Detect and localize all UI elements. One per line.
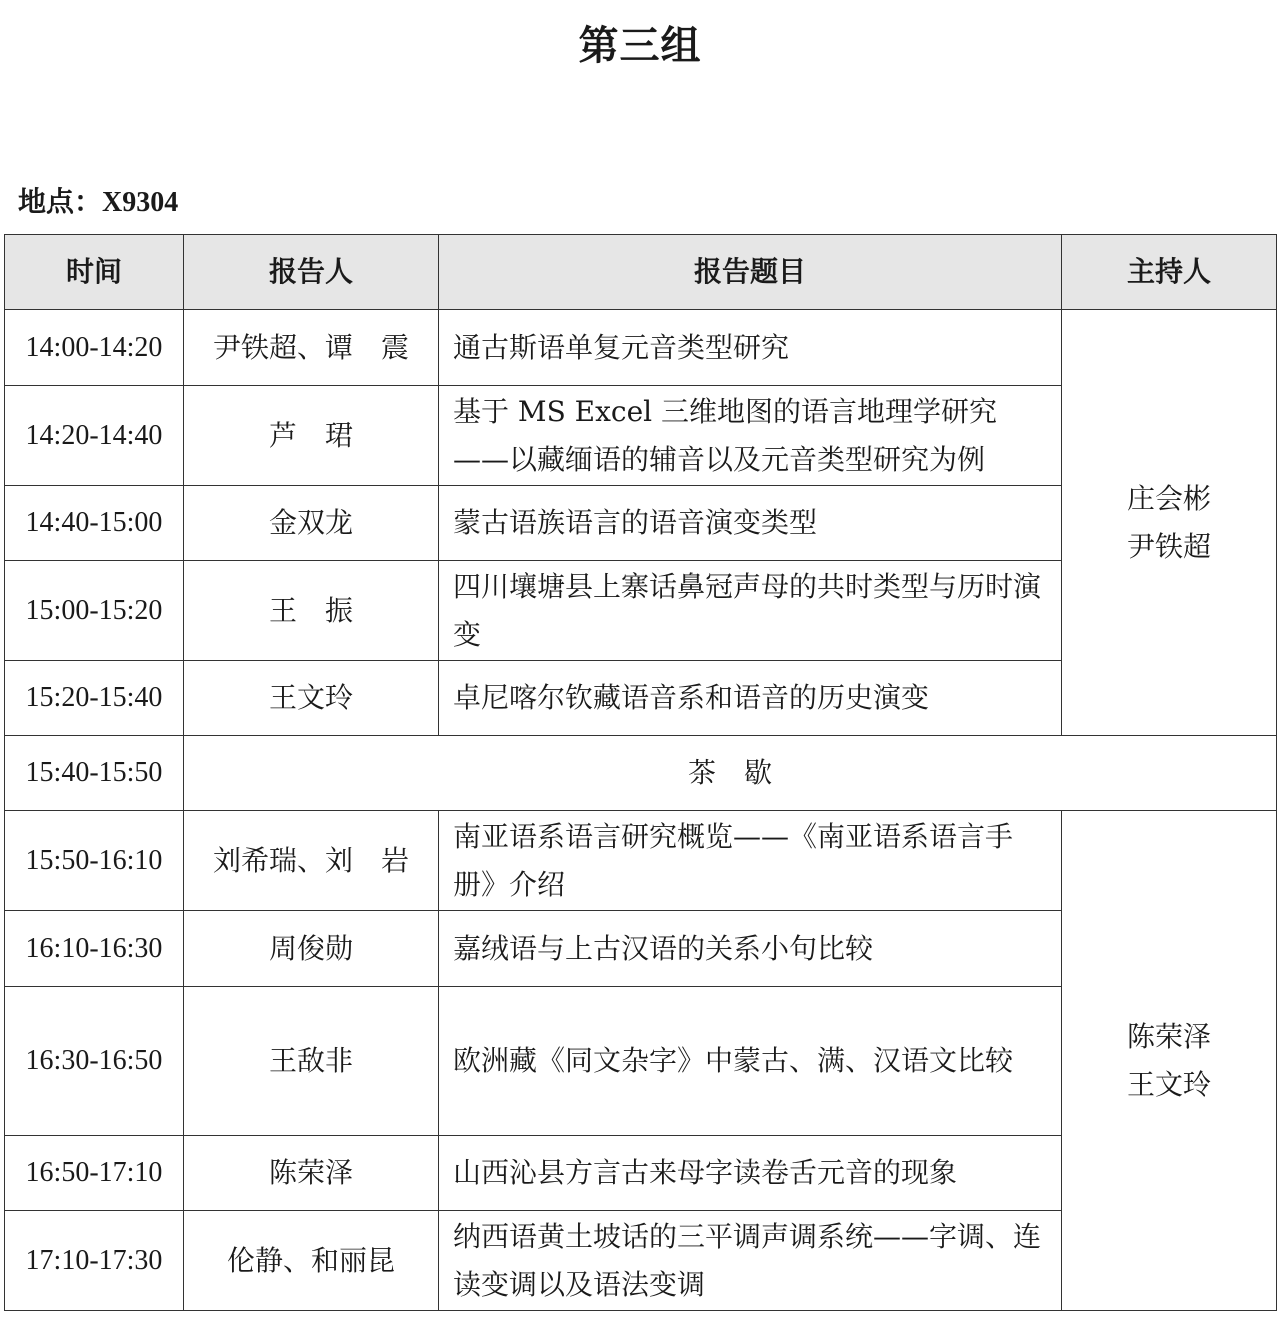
topic-cell: 南亚语系语言研究概览——《南亚语系语言手册》介绍: [439, 811, 1062, 911]
speaker-cell: 王 振: [184, 561, 439, 661]
tea-break-label: 茶 歇: [184, 736, 1277, 811]
speaker-cell: 芦 珺: [184, 386, 439, 486]
break-row: [5, 736, 1277, 811]
schedule-table: [4, 234, 1277, 1311]
speaker-cell: 伦静、和丽昆: [184, 1211, 439, 1311]
topic-cell: 山西沁县方言古来母字读卷舌元音的现象: [439, 1136, 1062, 1211]
time-cell: 14:00-14:20: [5, 310, 184, 386]
time-cell: 15:20-15:40: [5, 661, 184, 736]
topic-cell: 欧洲藏《同文杂字》中蒙古、满、汉语文比较: [439, 987, 1062, 1136]
time-cell: 16:50-17:10: [5, 1136, 184, 1211]
header-speaker: 报告人: [184, 235, 439, 310]
time-cell: 15:50-16:10: [5, 811, 184, 911]
topic-cell: 通古斯语单复元音类型研究: [439, 310, 1062, 386]
host-cell: [1062, 310, 1277, 736]
time-cell: 16:10-16:30: [5, 911, 184, 987]
host-name: 王文玲: [1126, 1067, 1211, 1101]
host-cell: [1062, 811, 1277, 1311]
time-cell: 14:20-14:40: [5, 386, 184, 486]
page-title: 第三组: [578, 23, 702, 69]
table-row: [5, 310, 1277, 386]
time-cell: 15:00-15:20: [5, 561, 184, 661]
time-cell: 14:40-15:00: [5, 486, 184, 561]
topic-cell: 基于 MS Excel 三维地图的语言地理学研究——以藏缅语的辅音以及元音类型研究为例: [439, 386, 1062, 486]
host-name: 庄会彬: [1126, 481, 1211, 515]
table-header-row: [5, 235, 1277, 310]
host-name: 陈荣泽: [1126, 1019, 1211, 1053]
header-topic: 报告题目: [439, 235, 1062, 310]
header-host: 主持人: [1062, 235, 1277, 310]
time-cell: 16:30-16:50: [5, 987, 184, 1136]
time-cell: 17:10-17:30: [5, 1211, 184, 1311]
topic-cell: 卓尼喀尔钦藏语音系和语音的历史演变: [439, 661, 1062, 736]
speaker-cell: 尹铁超、谭 震: [184, 310, 439, 386]
location-value: X9304: [102, 187, 179, 218]
topic-cell: 纳西语黄土坡话的三平调声调系统——字调、连读变调以及语法变调: [439, 1211, 1062, 1311]
speaker-cell: 王敌非: [184, 987, 439, 1136]
speaker-cell: 陈荣泽: [184, 1136, 439, 1211]
speaker-cell: 金双龙: [184, 486, 439, 561]
location-label: 地点：: [18, 185, 103, 218]
topic-cell: 嘉绒语与上古汉语的关系小句比较: [439, 911, 1062, 987]
speaker-cell: 王文玲: [184, 661, 439, 736]
speaker-cell: 刘希瑞、刘 岩: [184, 811, 439, 911]
location-line: [18, 182, 178, 223]
host-name: 尹铁超: [1126, 529, 1211, 563]
header-time: 时间: [5, 235, 184, 310]
table-row: [5, 811, 1277, 911]
time-cell: 15:40-15:50: [5, 736, 184, 811]
speaker-cell: 周俊勋: [184, 911, 439, 987]
topic-cell: 四川壤塘县上寨话鼻冠声母的共时类型与历时演变: [439, 561, 1062, 661]
topic-cell: 蒙古语族语言的语音演变类型: [439, 486, 1062, 561]
